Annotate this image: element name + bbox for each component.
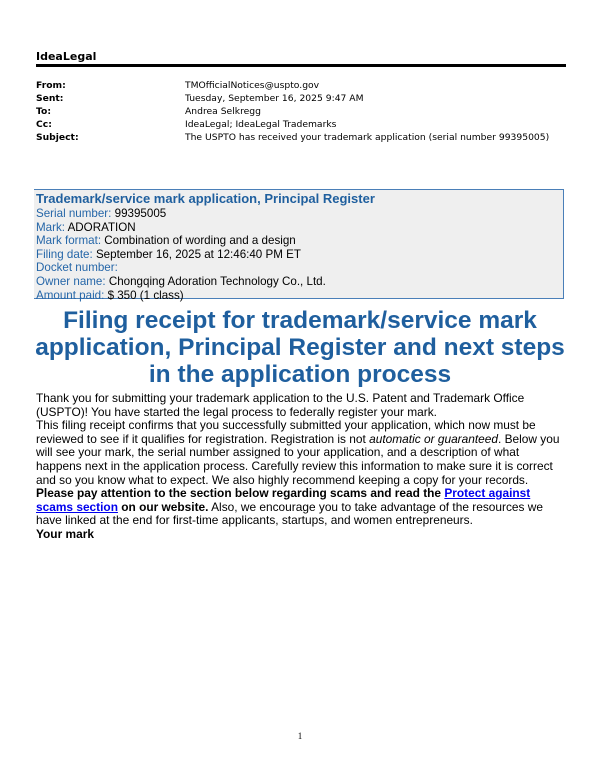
bold-text: Please pay attention to the section below regarding scams and read the <box>36 486 445 501</box>
field-value: The USPTO has received your trademark application (serial number 99395005) <box>185 132 550 143</box>
field-key: Sent: <box>36 93 64 104</box>
text-run: This filing receipt confirms that you successfully submitted your application, which now must be reviewed to see if it qualifies for registration. Registration is not <box>36 418 536 446</box>
field-value: IdeaLegal; IdeaLegal Trademarks <box>185 119 337 130</box>
receipt-heading: Filing receipt for trademark/service mark application, Principal Register and next steps in the application process <box>35 307 565 388</box>
mark-line <box>36 221 563 235</box>
protect-against-scams-link[interactable]: Protect against scams section <box>36 486 531 514</box>
application-title: Trademark/service mark application, Principal Register <box>36 191 375 206</box>
email-header <box>36 79 566 144</box>
your-mark-heading <box>36 528 568 542</box>
text-run: Also, we encourage you to take advantage of the resources we have linked at the end for first-time applicants, startups, and women entrepreneurs. <box>36 499 543 528</box>
item-value: ADORATION <box>67 220 136 234</box>
field-key: Cc: <box>36 119 52 130</box>
field-value: Andrea Selkregg <box>185 106 261 117</box>
field-key: Subject: <box>36 132 79 143</box>
item-label: Serial number: <box>36 207 112 220</box>
organization-name: IdeaLegal <box>36 50 97 63</box>
emphasis-text: automatic or guaranteed <box>369 431 499 446</box>
item-label: Docket number: <box>36 261 118 275</box>
receipt-body <box>36 392 568 542</box>
intro-paragraph: Thank you for submitting your trademark application to the U.S. Patent and Trademark Office (USPTO)! You have started the legal process to federally register your mark. <box>36 391 525 419</box>
field-key: From: <box>36 80 66 91</box>
serial-number-line <box>36 207 563 221</box>
bold-text: on our website. <box>117 499 209 514</box>
confirmation-paragraph <box>36 419 568 487</box>
docket-number-line <box>36 261 563 275</box>
email-field-subject <box>36 131 566 144</box>
email-field-from <box>36 79 566 92</box>
owner-name-line <box>36 275 563 289</box>
text-run: . Below you will see your mark, the serial number assigned to your application, and a description of what happens next in the application process. Carefully review this information to make sure it is correct and so you know what to expect. We also highly recommend keeping a copy for your records. <box>36 431 560 487</box>
header-rule <box>36 64 566 67</box>
field-value: Tuesday, September 16, 2025 9:47 AM <box>185 93 364 104</box>
filing-date-line <box>36 248 563 262</box>
item-value: 99395005 <box>114 207 167 220</box>
email-field-to <box>36 105 566 118</box>
scams-paragraph <box>36 487 568 528</box>
item-label: Filing date: <box>36 247 93 261</box>
email-field-cc <box>36 118 566 131</box>
field-key: To: <box>36 106 52 117</box>
item-value: September 16, 2025 at 12:46:40 PM ET <box>95 247 301 261</box>
item-label: Amount paid: <box>36 288 105 302</box>
item-label: Mark format: <box>36 234 102 248</box>
page-number: 1 <box>297 731 303 741</box>
item-value: Combination of wording and a design <box>104 234 296 248</box>
item-label: Owner name: <box>36 274 106 288</box>
field-value[interactable]: TMOfficialNotices@uspto.gov <box>185 80 320 91</box>
item-value: $ 350 (1 class) <box>107 288 184 302</box>
amount-paid-line <box>36 289 563 303</box>
application-summary-box <box>34 189 564 302</box>
item-label: Mark: <box>36 220 65 234</box>
item-value: Chongqing Adoration Technology Co., Ltd. <box>108 274 326 288</box>
email-field-sent <box>36 92 566 105</box>
mark-format-line <box>36 234 563 248</box>
bold-text: Your mark <box>36 526 94 541</box>
